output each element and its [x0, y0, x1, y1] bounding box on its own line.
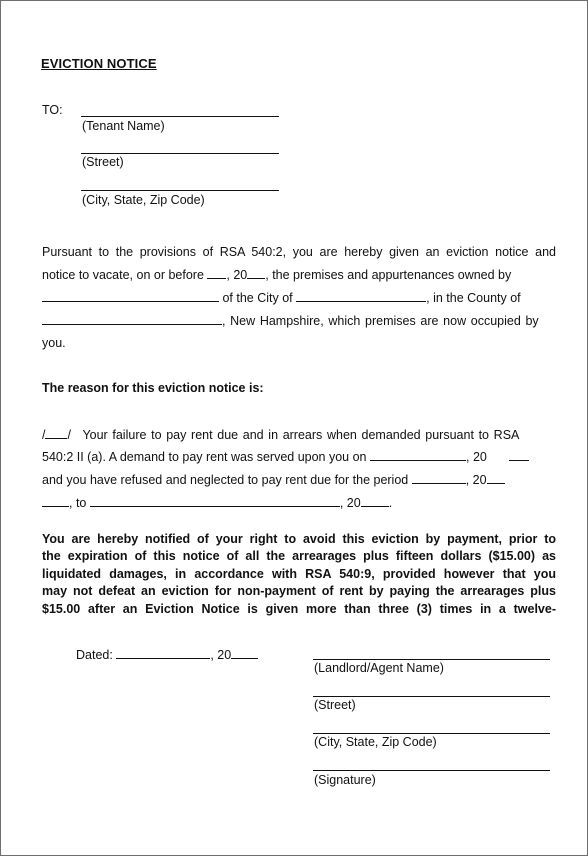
- reason-heading: The reason for this eviction notice is:: [42, 381, 264, 395]
- reason-line1: [42, 427, 556, 442]
- dated-row: [76, 647, 258, 662]
- payment-rights-notice: [42, 531, 556, 618]
- landlord-name-caption: (Landlord/Agent Name): [314, 661, 444, 675]
- dated-date-blank[interactable]: [116, 647, 210, 659]
- paragraph1-line3: [42, 290, 521, 305]
- reason-slash-close: /: [67, 428, 71, 442]
- paragraph1-line4: [42, 313, 539, 328]
- dated-year-prefix: , 20: [210, 648, 232, 662]
- dated-year-blank[interactable]: [231, 647, 258, 659]
- tenant-city-line[interactable]: [81, 190, 279, 191]
- dated-label: Dated:: [76, 648, 113, 662]
- reason-line4-b: , 20: [339, 496, 361, 510]
- county-blank[interactable]: [42, 313, 222, 325]
- period-start-day-blank[interactable]: [42, 495, 69, 507]
- reason-line4: [42, 495, 392, 510]
- paragraph1-line2: [42, 267, 556, 282]
- landlord-street-line[interactable]: [313, 696, 550, 697]
- notice-line3: liquidated damages, in accordance with RSA 540:9, provided however that you: [42, 566, 556, 581]
- period-start-year-blank[interactable]: [487, 472, 505, 484]
- reason-line1-text: Your failure to pay rent due and in arrears when demanded pursuant to RSA: [82, 428, 520, 442]
- demand-date-blank[interactable]: [370, 449, 466, 461]
- reason-line4-c: .: [388, 496, 393, 510]
- landlord-city-line[interactable]: [313, 733, 550, 734]
- tenant-city-caption: (City, State, Zip Code): [82, 193, 205, 207]
- landlord-street-caption: (Street): [314, 698, 356, 712]
- reason-line3-b: , 20: [465, 473, 487, 487]
- landlord-name-line[interactable]: [313, 659, 550, 660]
- reason-line2: [42, 449, 529, 464]
- period-end-blank[interactable]: [90, 495, 340, 507]
- notice-line5: $15.00 after an Eviction Notice is given more than three (3) times in a twelve-: [42, 601, 556, 616]
- paragraph1-line4-text: , New Hampshire, which premises are now occupied by: [222, 314, 539, 328]
- period-start-blank[interactable]: [412, 472, 466, 484]
- tenant-street-line[interactable]: [81, 153, 279, 154]
- paragraph1-line2-c: , the premises and appurtenances owned by: [265, 268, 512, 282]
- period-end-year-blank[interactable]: [361, 495, 389, 507]
- tenant-street-caption: (Street): [82, 155, 124, 169]
- reason-line2-a: 540:2 II (a). A demand to pay rent was served upon you on: [42, 450, 367, 464]
- vacate-year-blank[interactable]: [247, 267, 265, 279]
- notice-line1: You are hereby notified of your right to avoid this eviction by payment, prior to: [42, 532, 556, 546]
- reason-checkbox-blank[interactable]: [45, 427, 67, 439]
- signature-caption: (Signature): [314, 773, 376, 787]
- reason-line4-a: , to: [69, 496, 87, 510]
- reason-line3: [42, 472, 505, 487]
- tenant-name-caption: (Tenant Name): [82, 119, 165, 133]
- signature-line[interactable]: [313, 770, 550, 771]
- paragraph1-line3-b: , in the County of: [426, 291, 521, 305]
- notice-line4: may not defeat an eviction for non-payment of rent by paying the arrearages plus: [42, 584, 556, 599]
- tenant-name-line[interactable]: [81, 116, 279, 117]
- paragraph1-line2-b: , 20: [226, 268, 248, 282]
- demand-year-blank[interactable]: [509, 449, 529, 461]
- reason-line2-b: , 20: [466, 450, 487, 464]
- reason-slash-open: /: [42, 428, 46, 442]
- paragraph1-line3-a: of the City of: [222, 291, 293, 305]
- document-title: EVICTION NOTICE: [41, 56, 157, 71]
- landlord-city-caption: (City, State, Zip Code): [314, 735, 437, 749]
- city-blank[interactable]: [296, 290, 426, 302]
- paragraph1-line2-a: notice to vacate, on or before: [42, 268, 204, 282]
- reason-line3-a: and you have refused and neglected to pay rent due for the period: [42, 473, 409, 487]
- paragraph1-line1: Pursuant to the provisions of RSA 540:2, you are hereby given an eviction notice and: [42, 245, 556, 259]
- notice-line2: the expiration of this notice of all the arrearages plus fifteen dollars ($15.00) as: [42, 549, 556, 564]
- to-label: TO:: [42, 103, 63, 117]
- owner-name-blank[interactable]: [42, 290, 219, 302]
- vacate-date-blank[interactable]: [207, 267, 226, 279]
- paragraph1-line5: you.: [42, 336, 66, 350]
